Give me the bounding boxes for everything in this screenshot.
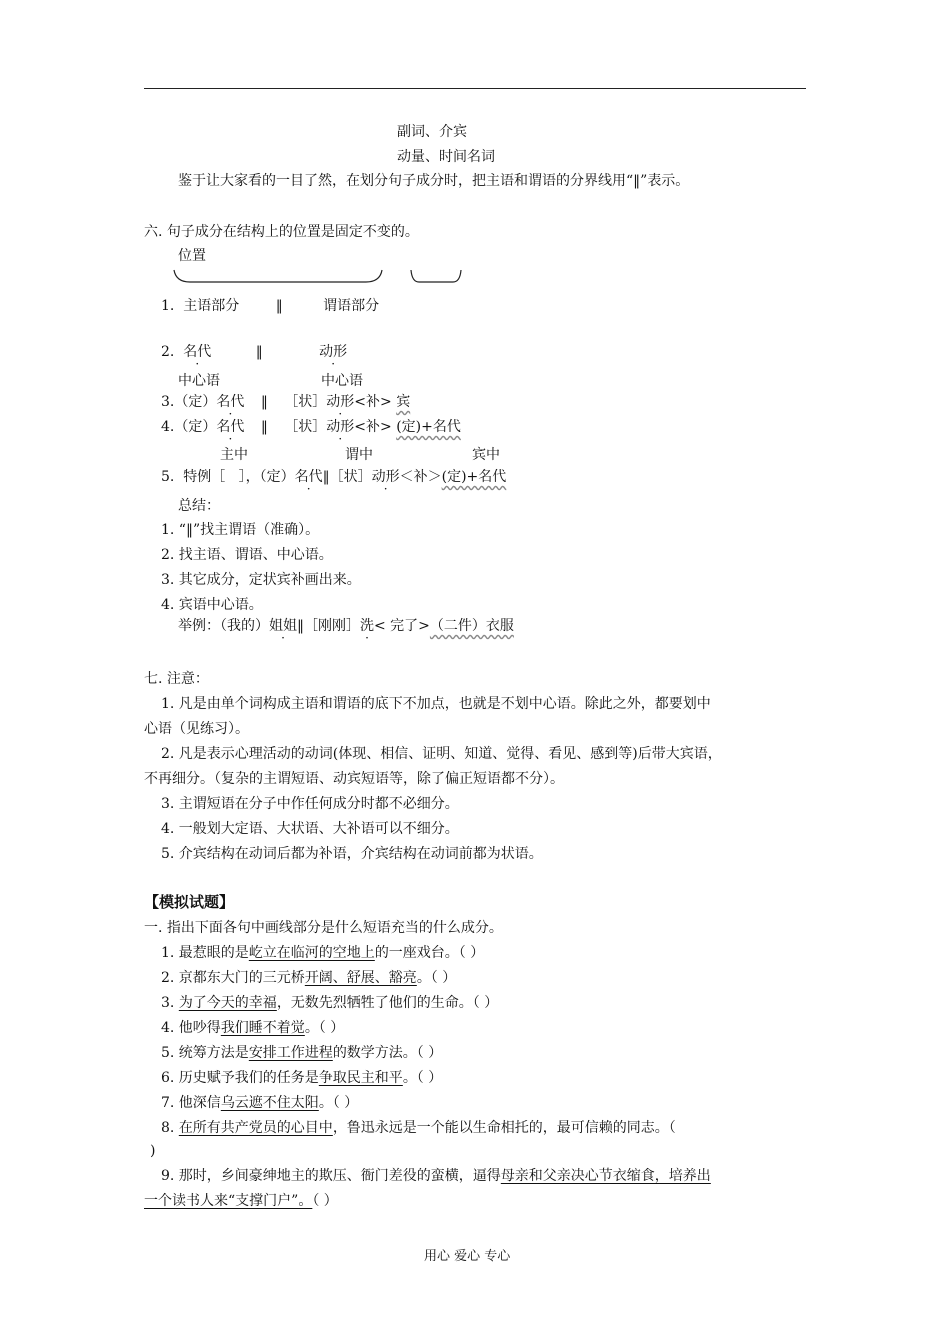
header-rule [144, 88, 806, 89]
row-2-label-a: 中心语 [178, 373, 220, 389]
note-2-cont: 不再细分。（复杂的主谓短语、动宾短语等，除了偏正短语都不分）。 [144, 771, 564, 787]
row-4: 4.（定）名代 ‖ ［状］动形<补> (定)+名代 [161, 419, 461, 435]
summary-item: 3. 其它成分，定状宾补画出来。 [161, 572, 361, 588]
question-5: 5. 统筹方法是安排工作进程的数学方法。（ ） [161, 1045, 443, 1061]
position-label: 位置 [178, 248, 206, 264]
label-predicate-center: 谓中 [345, 447, 373, 463]
row-2: 2. 名代 ‖ 动形 [161, 344, 348, 360]
predicate-brace [409, 268, 463, 286]
note-2: 2. 凡是表示心理活动的动词(体现、相信、证明、知道、觉得、看见、感到等)后带大宾语， [161, 746, 722, 762]
section-6-heading: 六. 句子成分在结构上的位置是固定不变的。 [144, 224, 419, 240]
question-9: 9. 那时，乡间豪绅地主的欺压、衙门差役的蛮横，逼得母亲和父亲决心节衣缩食，培养出 [161, 1168, 711, 1184]
row-2-label-b: 中心语 [321, 373, 363, 389]
summary-item: 1. “‖”找主谓语（准确）。 [161, 522, 320, 538]
mock-test-intro: 一. 指出下面各句中画线部分是什么短语充当的什么成分。 [144, 920, 503, 936]
category-line-2: 动量、时间名词 [397, 149, 495, 165]
row-5: 5. 特例［ ］，（定）名代‖［状］动形＜补＞(定)+名代 [161, 469, 507, 485]
summary-title: 总结： [178, 498, 220, 514]
example-sentence: 举例：（我的）姐姐‖［刚刚］洗< 完了>（二件）衣服 [178, 618, 514, 634]
section-7-heading: 七. 注意： [144, 671, 209, 687]
label-object-center: 宾中 [472, 447, 500, 463]
note-3: 3. 主谓短语在分子中作任何成分时都不必细分。 [161, 796, 459, 812]
question-4: 4. 他吵得我们睡不着觉。（ ） [161, 1020, 345, 1036]
question-1: 1. 最惹眼的是屹立在临河的空地上的一座戏台。（ ） [161, 945, 485, 961]
subject-brace [172, 268, 384, 286]
separator-note: 鉴于让大家看的一目了然，在划分句子成分时，把主语和谓语的分界线用“‖”表示。 [178, 173, 690, 189]
note-1-cont: 心语（见练习）。 [144, 721, 249, 737]
row-3: 3.（定）名代 ‖ ［状］动形<补> 宾 [161, 394, 411, 410]
note-4: 4. 一般划大定语、大状语、大补语可以不细分。 [161, 821, 459, 837]
row-1: 1. 主语部分 ‖ 谓语部分 [161, 298, 380, 314]
mock-test-title: 【模拟试题】 [144, 893, 235, 911]
summary-item: 2. 找主语、谓语、中心语。 [161, 547, 333, 563]
note-1: 1. 凡是由单个词构成主语和谓语的底下不加点，也就是不划中心语。除此之外，都要划中 [161, 696, 711, 712]
question-2: 2. 京都东大门的三元桥开阔、舒展、豁亮。（ ） [161, 970, 457, 986]
question-9-cont: 一个读书人来“支撑门户”。（ ） [144, 1193, 338, 1209]
question-8-cont: ) [150, 1143, 156, 1159]
question-7: 7. 他深信乌云遮不住太阳。（ ） [161, 1095, 359, 1111]
category-line-1: 副词、介宾 [397, 124, 467, 140]
question-3: 3. 为了今天的幸福，无数先烈牺牲了他们的生命。（ ） [161, 995, 499, 1011]
page-footer: 用心 爱心 专心 [424, 1249, 511, 1264]
question-6: 6. 历史赋予我们的任务是争取民主和平。（ ） [161, 1070, 443, 1086]
summary-item: 4. 宾语中心语。 [161, 597, 263, 613]
note-5: 5. 介宾结构在动词后都为补语，介宾结构在动词前都为状语。 [161, 846, 543, 862]
question-8: 8. 在所有共产党员的心目中，鲁迅永远是一个能以生命相托的，最可信赖的同志。（ [161, 1120, 676, 1136]
label-subject-center: 主中 [220, 447, 248, 463]
